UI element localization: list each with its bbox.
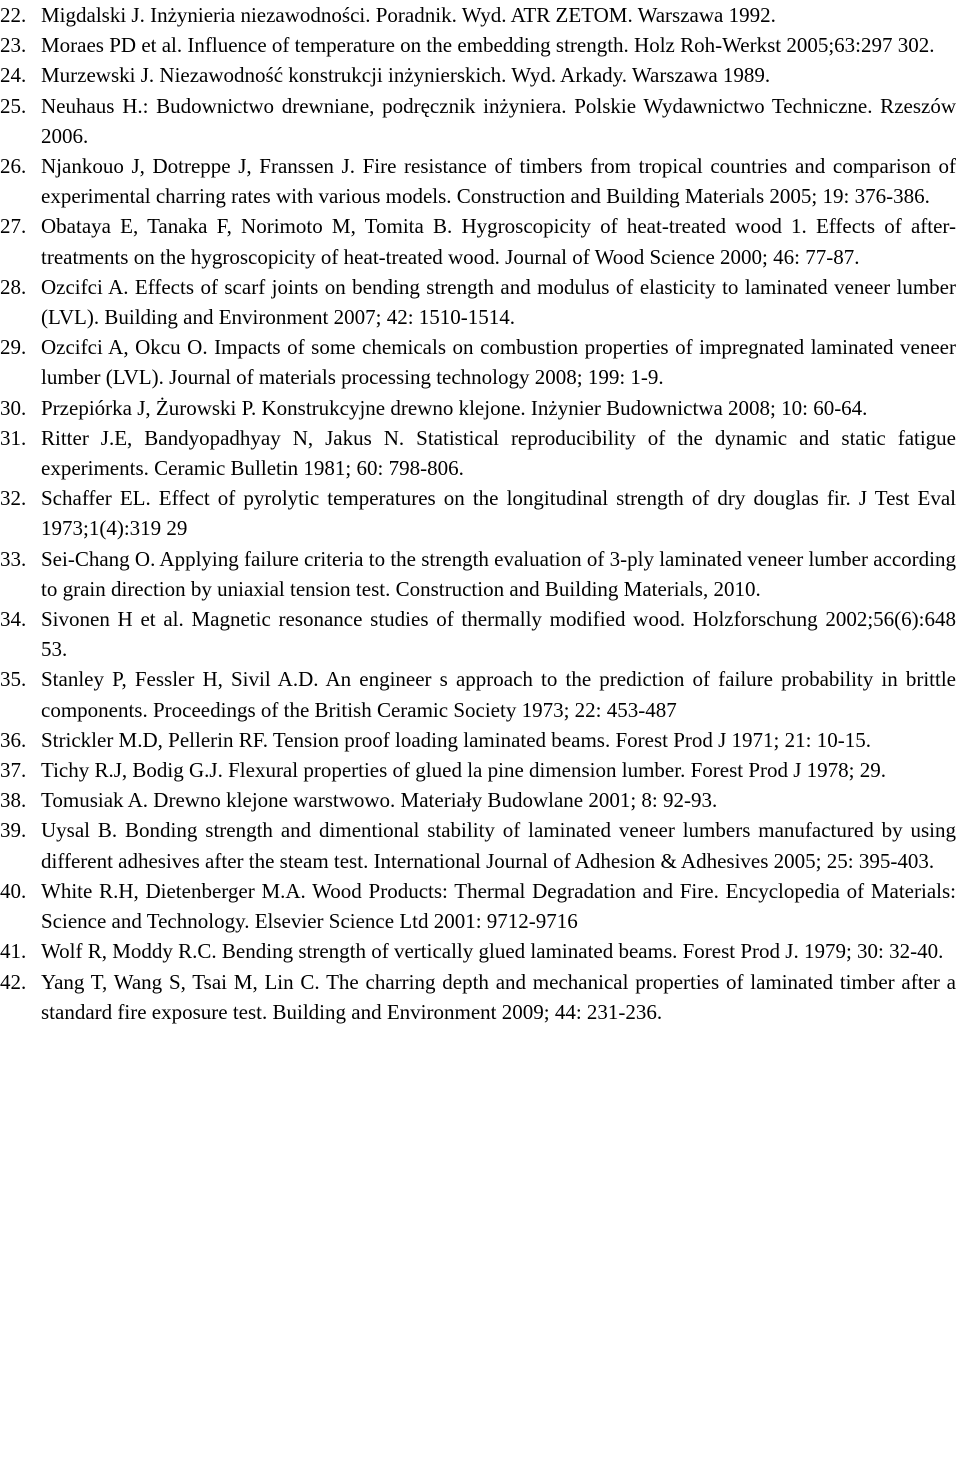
reference-number: 35. [0, 667, 27, 692]
reference-number: 31. [0, 425, 27, 450]
reference-item [0, 60, 956, 90]
reference-text: Uysal B. Bonding strength and dimentional stability of laminated veneer lumbers manufactured by using different adhesives after the steam test. International Journal of Adhesion & Adhesives 2005; 25: 395-403. [41, 818, 956, 873]
reference-text: Tichy R.J, Bodig G.J. Flexural properties of glued la pine dimension lumber. Forest Prod J 1978; 29. [41, 758, 887, 783]
reference-number: 38. [0, 788, 27, 813]
reference-text: Neuhaus H.: Budownictwo drewniane, podręcznik inżyniera. Polskie Wydawnictwo Techniczne. Rzeszów 2006. [41, 93, 956, 148]
reference-text: Obataya E, Tanaka F, Norimoto M, Tomita B. Hygroscopicity of heat-treated wood 1. Effects of after-treatments on the hygroscopicity of heat-treated wood. Journal of Wood Science 2000; 46: 77-87. [41, 214, 956, 269]
reference-text: Ozcifci A. Effects of scarf joints on bending strength and modulus of elasticity to laminated veneer lumber (LVL). Building and Environment 2007; 42: 1510-1514. [41, 274, 956, 330]
reference-text: Wolf R, Moddy R.C. Bending strength of vertically glued laminated beams. Forest Prod J. 1979; 30: 32-40. [41, 939, 944, 964]
reference-text: Sei-Chang O. Applying failure criteria to the strength evaluation of 3-ply laminated veneer lumber according to grain direction by uniaxial tension test. Construction and Building Materials, 2010. [41, 546, 956, 601]
reference-number: 29. [0, 335, 27, 360]
reference-number: 42. [0, 969, 27, 994]
reference-number: 30. [0, 395, 27, 420]
reference-item [0, 815, 956, 875]
reference-text: Moraes PD et al. Influence of temperature on the embedding strength. Holz Roh-Werkst 2005;63:297 302. [41, 33, 935, 58]
reference-text: Tomusiak A. Drewno klejone warstwowo. Materiały Budowlane 2001; 8: 92-93. [41, 788, 718, 813]
reference-item [0, 151, 956, 211]
reference-text: White R.H, Dietenberger M.A. Wood Products: Thermal Degradation and Fire. Encyclopedia of Materials: Science and Technology. Elsevier Science Ltd 2001: 9712-9716 [41, 878, 956, 934]
reference-number: 34. [0, 607, 27, 632]
reference-text: Stanley P, Fessler H, Sivil A.D. An engineer s approach to the prediction of failure probability in brittle components. Proceedings of the British Ceramic Society 1973; 22: 453-487 [41, 667, 956, 722]
reference-number: 22. [0, 3, 27, 27]
reference-item [0, 30, 956, 60]
reference-text: Strickler M.D, Pellerin RF. Tension proof loading laminated beams. Forest Prod J 1971; 21: 10-15. [41, 727, 871, 752]
reference-text: Ozcifci A, Okcu O. Impacts of some chemicals on combustion properties of impregnated laminated veneer lumber (LVL). Journal of materials processing technology 2008; 199: 1-9. [41, 335, 956, 390]
reference-text: Njankouo J, Dotreppe J, Franssen J. Fire resistance of timbers from tropical countries and comparison of experimental charring rates with various models. Construction and Building Materials 2005; 19: 376-386. [41, 154, 956, 209]
reference-text: Yang T, Wang S, Tsai M, Lin C. The charring depth and mechanical properties of laminated timber after a standard fire exposure test. Building and Environment 2009; 44: 231-236. [41, 969, 956, 1024]
reference-item [0, 544, 956, 604]
reference-text: Przepiórka J, Żurowski P. Konstrukcyjne drewno klejone. Inżynier Budownictwa 2008; 10: 60-64. [41, 395, 868, 420]
reference-number: 39. [0, 818, 27, 843]
reference-number: 33. [0, 546, 27, 571]
reference-number: 26. [0, 154, 27, 179]
reference-text: Migdalski J. Inżynieria niezawodności. Poradnik. Wyd. ATR ZETOM. Warszawa 1992. [41, 3, 776, 27]
reference-item [0, 272, 956, 332]
reference-text: Murzewski J. Niezawodność konstrukcji inżynierskich. Wyd. Arkady. Warszawa 1989. [41, 63, 771, 88]
reference-item [0, 604, 956, 664]
reference-item [0, 0, 956, 30]
reference-item [0, 967, 956, 1027]
reference-number: 28. [0, 274, 27, 299]
reference-item [0, 725, 956, 755]
reference-number: 32. [0, 486, 27, 511]
reference-item [0, 876, 956, 936]
reference-item [0, 664, 956, 724]
reference-item [0, 393, 956, 423]
reference-item [0, 423, 956, 483]
reference-item [0, 936, 956, 966]
reference-number: 41. [0, 939, 27, 964]
reference-item [0, 785, 956, 815]
reference-number: 24. [0, 63, 27, 88]
reference-item [0, 211, 956, 271]
reference-text: Ritter J.E, Bandyopadhyay N, Jakus N. Statistical reproducibility of the dynamic and static fatigue experiments. Ceramic Bulletin 1981; 60: 798-806. [41, 425, 956, 481]
reference-text: Schaffer EL. Effect of pyrolytic temperatures on the longitudinal strength of dry douglas fir. J Test Eval 1973;1(4):319 29 [41, 486, 956, 541]
reference-item [0, 755, 956, 785]
reference-item [0, 483, 956, 543]
reference-number: 36. [0, 727, 27, 752]
reference-text: Sivonen H et al. Magnetic resonance studies of thermally modified wood. Holzforschung 2002;56(6):648 53. [41, 607, 956, 662]
reference-number: 25. [0, 93, 27, 118]
reference-item [0, 91, 956, 151]
reference-item [0, 332, 956, 392]
reference-number: 27. [0, 214, 27, 239]
reference-number: 23. [0, 33, 27, 58]
reference-number: 40. [0, 878, 27, 903]
reference-number: 37. [0, 758, 27, 783]
